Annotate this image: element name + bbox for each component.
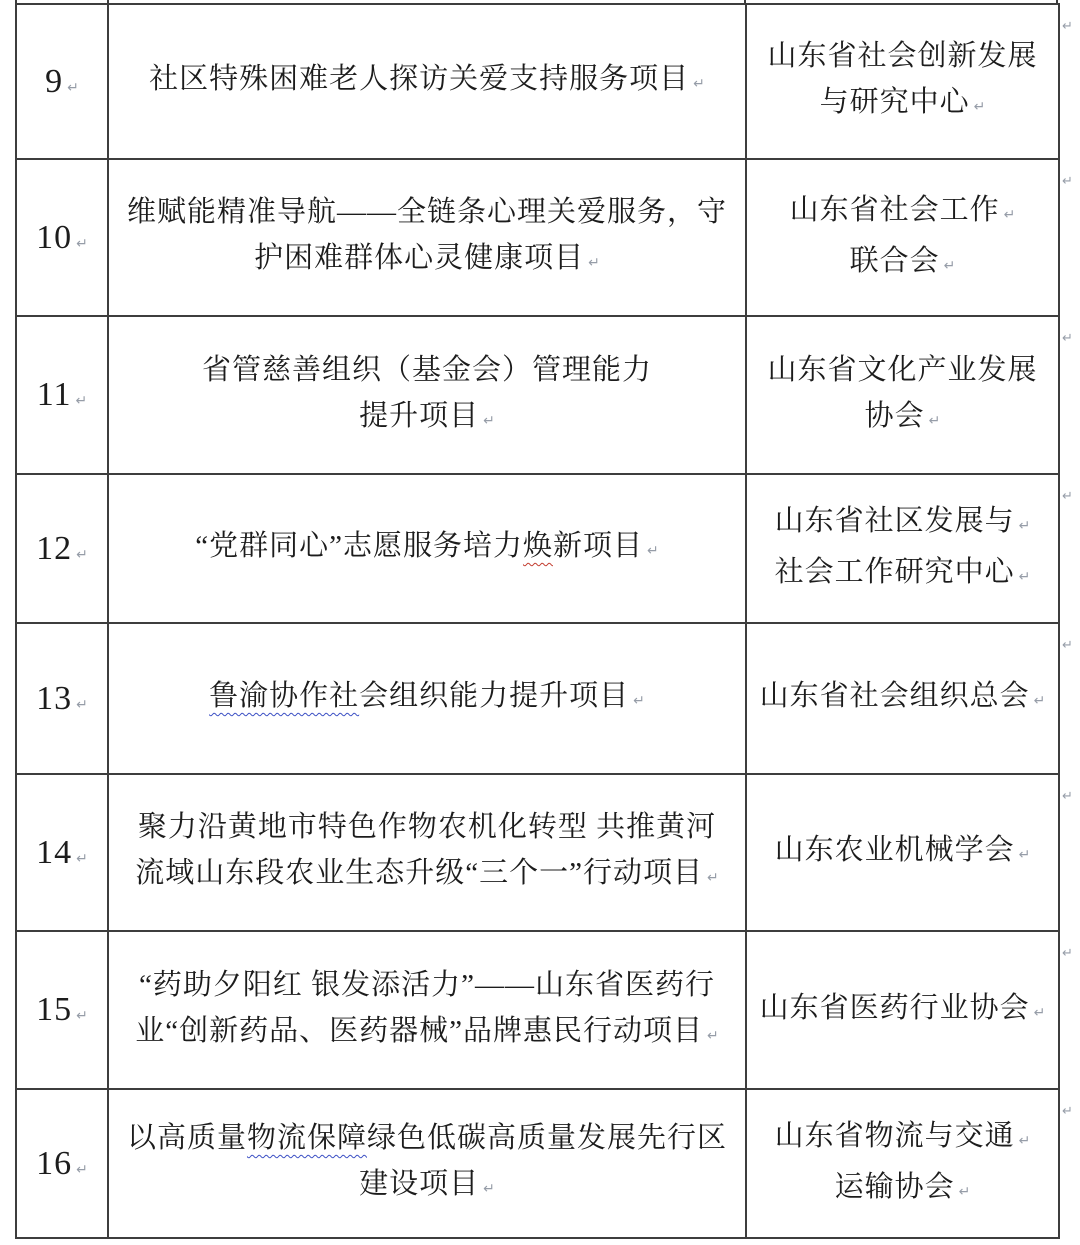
cell-project-name [108, 623, 746, 774]
project-line-2 [109, 235, 745, 286]
project-text: 提升项目 [359, 399, 480, 432]
organization-line-1 [747, 1113, 1058, 1164]
organization-line-1 [747, 827, 1058, 878]
row-end-mark-icon: ↵ [1062, 489, 1073, 504]
organization-text: 联合会 [849, 244, 940, 277]
row-end-mark-icon: ↵ [1062, 946, 1073, 961]
table-row-13 [16, 623, 1059, 774]
cell-organization [746, 774, 1059, 931]
paragraph-mark-icon: ↵ [76, 1161, 88, 1178]
cell-project-name [108, 931, 746, 1089]
cell-project-name [108, 316, 746, 474]
organization-line-1 [747, 985, 1058, 1036]
paragraph-mark-icon: ↵ [1018, 568, 1031, 585]
row-end-mark-icon: ↵ [1062, 789, 1073, 804]
organization-text: 运输协会 [834, 1170, 955, 1203]
paragraph-mark-icon: ↵ [693, 76, 705, 92]
organization-text: 山东省社区发展与 [774, 504, 1015, 537]
spellcheck-flagged-text-red: 焕 [522, 530, 553, 562]
organization-text: 山东省社会组织总会 [759, 680, 1030, 712]
paragraph-mark-icon: ↵ [958, 1183, 971, 1200]
paragraph-mark-icon: ↵ [973, 99, 986, 115]
row-number: 12 [36, 529, 73, 567]
paragraph-mark-icon: ↵ [633, 693, 645, 709]
project-text: 社区特殊困难老人探访关爱支持服务项目 [149, 63, 690, 95]
organization-line-2 [747, 238, 1058, 289]
project-line-1 [109, 673, 745, 724]
cell-row-number [16, 474, 108, 623]
row-number: 11 [36, 376, 72, 413]
row-end-mark-icon: ↵ [1062, 1104, 1073, 1119]
project-line-1 [109, 962, 745, 1008]
row-number: 10 [36, 218, 73, 256]
cell-organization [746, 4, 1059, 159]
paragraph-mark-icon: ↵ [707, 870, 719, 886]
table-row-11 [16, 316, 1059, 474]
project-text: “党群同心”志愿服务培力 [195, 530, 523, 562]
cell-row-number [16, 159, 108, 316]
table-row-14 [16, 774, 1059, 931]
project-text: 聚力沿黄地市特色作物农机化转型 共推黄河 [137, 811, 717, 843]
organization-text: 与研究中心 [819, 86, 970, 118]
cell-row-number [16, 4, 108, 159]
paragraph-mark-icon: ↵ [1033, 693, 1046, 709]
row-end-mark-icon: ↵ [1062, 19, 1073, 34]
project-text: 以高质量 [126, 1122, 247, 1154]
organization-line-1 [747, 187, 1058, 238]
cell-row-number [16, 623, 108, 774]
cell-project-name [108, 159, 746, 316]
organization-text: 山东省社会工作 [789, 193, 1000, 226]
paragraph-mark-icon: ↵ [483, 412, 495, 429]
organization-text: 山东省物流与交通 [774, 1119, 1015, 1152]
paragraph-mark-icon: ↵ [1033, 1004, 1046, 1021]
organization-text: 山东省医药行业协会 [759, 991, 1030, 1024]
cell-row-number [16, 316, 108, 474]
project-text: 建设项目 [359, 1168, 480, 1200]
row-number: 14 [36, 833, 73, 871]
cell-row-number [16, 1089, 108, 1238]
table-row-10 [16, 159, 1059, 316]
project-line-2 [109, 1161, 745, 1212]
project-text: 绿色低碳高质量发展先行区 [367, 1122, 728, 1154]
organization-line-1 [747, 347, 1058, 393]
organization-text: 山东省社会创新发展 [767, 40, 1038, 72]
organization-line-2 [747, 393, 1058, 444]
row-number: 13 [36, 679, 73, 717]
paragraph-mark-icon: ↵ [483, 1181, 495, 1197]
cell-row-number [16, 931, 108, 1089]
table-row-12 [16, 474, 1059, 623]
paragraph-mark-icon: ↵ [76, 546, 88, 563]
organization-line-2 [747, 79, 1058, 130]
table-row-16 [16, 1089, 1059, 1238]
cell-organization [746, 474, 1059, 623]
project-line-1 [109, 804, 745, 850]
cell-organization [746, 931, 1059, 1089]
project-text: 护困难群体心灵健康项目 [254, 242, 585, 274]
paragraph-mark-icon: ↵ [1018, 847, 1031, 863]
project-text: 省管慈善组织（基金会）管理能力 [201, 353, 652, 386]
organization-text: 山东省文化产业发展 [767, 353, 1038, 386]
cell-organization [746, 623, 1059, 774]
project-text: 新项目 [553, 530, 644, 562]
row-end-mark-icon: ↵ [1062, 331, 1073, 346]
cell-row-number [16, 774, 108, 931]
paragraph-mark-icon: ↵ [928, 412, 941, 429]
spellcheck-flagged-text-blue: 物流保障 [246, 1122, 367, 1154]
project-line-1 [109, 1115, 745, 1161]
row-number: 9 [45, 62, 64, 100]
projects-table [15, 3, 1060, 1239]
row-end-mark-icon: ↵ [1062, 174, 1073, 189]
project-line-2 [109, 1008, 745, 1059]
cell-project-name [108, 774, 746, 931]
organization-line-1 [747, 673, 1058, 724]
project-line-1 [109, 347, 745, 393]
table-row-15 [16, 931, 1059, 1089]
paragraph-mark-icon: ↵ [1018, 517, 1031, 534]
organization-line-1 [747, 498, 1058, 549]
row-number: 15 [36, 991, 73, 1028]
paragraph-mark-icon: ↵ [588, 255, 600, 271]
organization-line-2 [747, 1164, 1058, 1215]
paragraph-mark-icon: ↵ [943, 257, 956, 274]
project-line-2 [109, 850, 745, 901]
cell-organization [746, 316, 1059, 474]
paragraph-mark-icon: ↵ [67, 79, 79, 96]
cell-organization [746, 1089, 1059, 1238]
table-row-9 [16, 4, 1059, 159]
paragraph-mark-icon: ↵ [76, 696, 88, 713]
project-text: 流域山东段农业生态升级“三个一”行动项目 [135, 857, 703, 889]
paragraph-mark-icon: ↵ [707, 1027, 719, 1044]
row-end-mark-icon: ↵ [1062, 638, 1073, 653]
organization-text: 山东农业机械学会 [774, 834, 1015, 866]
project-text: 维赋能精准导航——全链条心理关爱服务，守 [126, 196, 727, 228]
project-line-1 [109, 56, 745, 107]
paragraph-mark-icon: ↵ [76, 850, 88, 867]
paragraph-mark-icon: ↵ [75, 393, 88, 409]
cell-project-name [108, 474, 746, 623]
cell-organization [746, 159, 1059, 316]
organization-line-1 [747, 33, 1058, 79]
project-line-1 [109, 189, 745, 235]
cell-project-name [108, 1089, 746, 1238]
paragraph-mark-icon: ↵ [647, 543, 659, 559]
paragraph-mark-icon: ↵ [1003, 206, 1016, 223]
paragraph-mark-icon: ↵ [1018, 1132, 1031, 1149]
paragraph-mark-icon: ↵ [76, 235, 88, 252]
project-line-2 [109, 393, 745, 444]
row-number: 16 [36, 1144, 73, 1182]
organization-text: 社会工作研究中心 [774, 555, 1015, 588]
organization-text: 协会 [864, 399, 925, 432]
organization-line-2 [747, 549, 1058, 600]
project-text: 会组织能力提升项目 [359, 680, 630, 712]
project-text: 业“创新药品、医药器械”品牌惠民行动项目 [135, 1014, 703, 1047]
paragraph-mark-icon: ↵ [76, 1008, 88, 1024]
spellcheck-flagged-text-blue: 鲁渝协作社 [209, 680, 360, 712]
project-text: “药助夕阳红 银发添活力”——山东省医药行 [139, 968, 715, 1001]
project-line-1 [109, 523, 745, 574]
cell-project-name [108, 4, 746, 159]
projects-table-body [16, 4, 1059, 1238]
